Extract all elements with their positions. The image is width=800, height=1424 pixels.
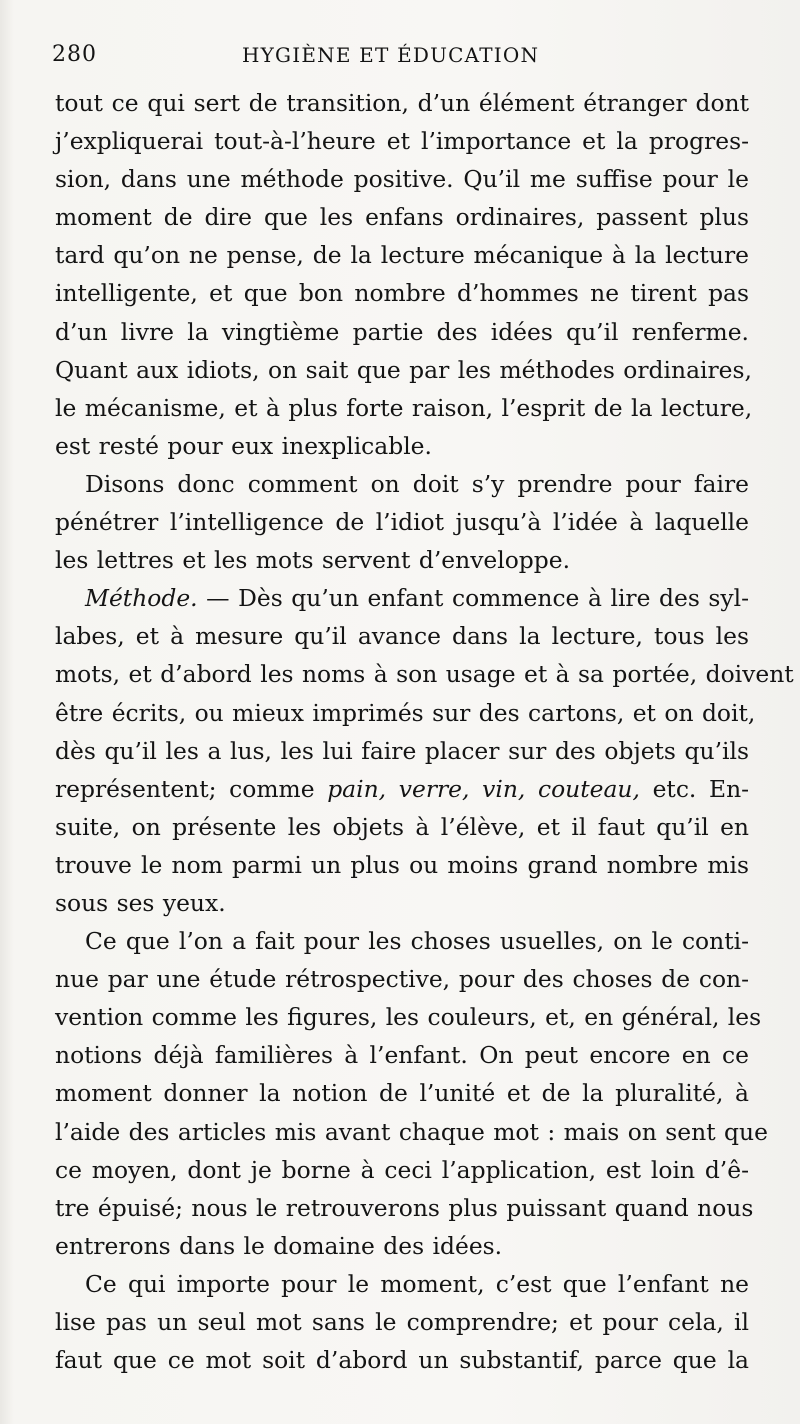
text-line: nue par une étude rétrospective, pour des choses de con- <box>55 965 749 994</box>
running-head <box>52 42 752 76</box>
text-fragment: représentent; comme <box>55 774 315 803</box>
text-line: trouve le nom parmi un plus ou moins grand nombre mis <box>55 850 749 879</box>
italic-heading-methode: Méthode. <box>85 584 198 613</box>
text-line: Ce que l’on a fait pour les choses usuelles, on le conti- <box>85 927 749 956</box>
text-line: Ce qui importe pour le moment, c’est que l’enfant ne <box>85 1269 749 1298</box>
text-fragment: — Dès qu’un enfant commence à lire des syl- <box>206 584 750 613</box>
italic-word-verre: verre, <box>398 774 470 803</box>
text-line: tout ce qui sert de transition, d’un élément étranger dont <box>55 89 749 117</box>
text-line: le mécanisme, et à plus forte raison, l’esprit de la lecture, <box>55 393 753 422</box>
text-line: mots, et d’abord les noms à son usage et à sa portée, doivent <box>55 660 794 689</box>
text-line: intelligente, et que bon nombre d’hommes ne tirent pas <box>55 279 749 308</box>
text-line: sion, dans une méthode positive. Qu’il me suffise pour le <box>55 165 749 194</box>
body-text <box>55 84 794 1379</box>
text-line: pénétrer l’intelligence de l’idiot jusqu’à l’idée à laquelle <box>55 508 749 537</box>
text-line: moment de dire que les enfans ordinaires, passent plus <box>55 203 749 232</box>
text-line: Disons donc comment on doit s’y prendre pour faire <box>85 469 749 498</box>
text-line: j’expliquerai tout-à-l’heure et l’importance et la progres- <box>55 127 749 156</box>
text-line <box>55 770 749 808</box>
text-fragment: etc. En- <box>652 774 750 803</box>
text-line: les lettres et les mots servent d’enveloppe. <box>55 546 571 575</box>
italic-word-pain: pain, <box>327 774 387 803</box>
text-line: moment donner la notion de l’unité et de la pluralité, à <box>55 1079 749 1108</box>
text-line: ce moyen, dont je borne à ceci l’application, est loin d’ê- <box>55 1155 749 1184</box>
text-line: suite, on présente les objets à l’élève, et il faut qu’il en <box>55 812 749 841</box>
text-line: est resté pour eux inexplicable. <box>55 431 432 460</box>
text-line: entrerons dans le domaine des idées. <box>55 1231 503 1260</box>
page-number: 280 <box>52 42 97 67</box>
text-line <box>55 579 749 617</box>
text-line: l’aide des articles mis avant chaque mot : mais on sent que <box>55 1117 768 1146</box>
text-line: tard qu’on ne pense, de la lecture mécanique à la lecture <box>55 241 749 270</box>
text-line: tre épuisé; nous le retrouverons plus puissant quand nous <box>55 1193 754 1222</box>
text-line: Quant aux idiots, on sait que par les méthodes ordinaires, <box>55 355 752 384</box>
running-title: HYGIÈNE ET ÉDUCATION <box>242 43 540 67</box>
italic-word-vin: vin, <box>482 774 526 803</box>
italic-word-couteau: couteau, <box>537 774 640 803</box>
text-line: être écrits, ou mieux imprimés sur des cartons, et on doit, <box>55 698 756 727</box>
text-line: lise pas un seul mot sans le comprendre; et pour cela, il <box>55 1308 749 1336</box>
text-line: sous ses yeux. <box>55 888 226 917</box>
text-line: vention comme les figures, les couleurs, et, en général, les <box>55 1003 762 1032</box>
text-line: dès qu’il les a lus, les lui faire placer sur des objets qu’ils <box>55 736 749 765</box>
text-line: d’un livre la vingtième partie des idées qu’il renferme. <box>55 317 749 346</box>
text-line: labes, et à mesure qu’il avance dans la lecture, tous les <box>55 622 749 651</box>
text-line: faut que ce mot soit d’abord un substantif, parce que la <box>55 1346 749 1375</box>
text-line: notions déjà familières à l’enfant. On peut encore en ce <box>55 1041 749 1070</box>
